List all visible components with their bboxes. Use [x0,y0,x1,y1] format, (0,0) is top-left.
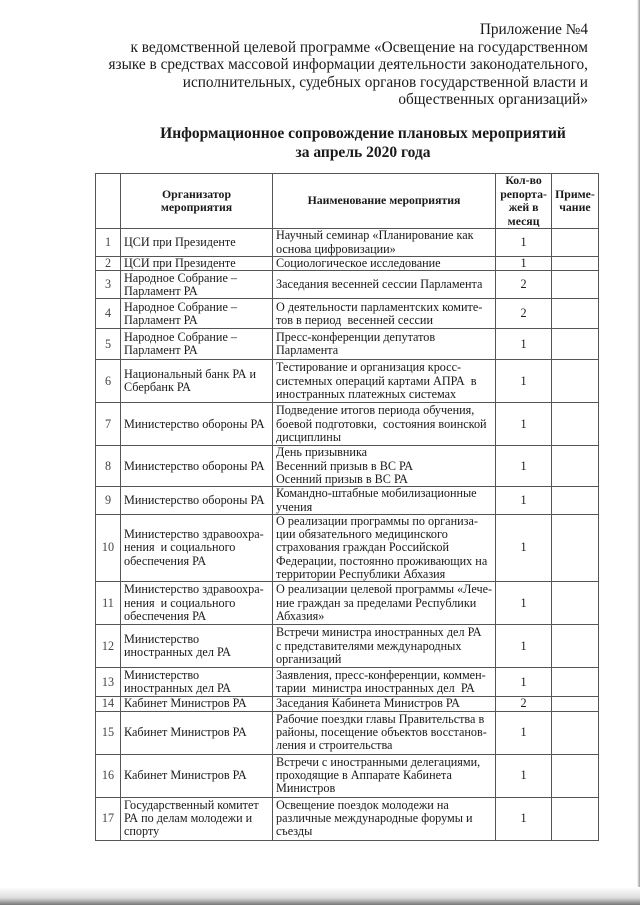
table-row [96,446,599,487]
event-cell: Заседания весенней сессии Парламента [273,271,496,299]
row-number: 1 [96,229,121,257]
organizer-cell: Кабинет Министров РА [121,711,273,754]
count-cell: 1 [496,514,552,581]
event-cell: О реализации целевой программы «Лече- ние граждан за пределами Республики Абхазия» [273,582,496,625]
note-cell [552,711,599,754]
organizer-cell: Кабинет Министров РА [121,697,273,711]
table-row [96,229,599,257]
note-cell [552,754,599,797]
table-row [96,625,599,668]
note-cell [552,257,599,271]
table-row [96,754,599,797]
event-cell: Пресс-конференции депутатов Парламента [273,329,496,360]
count-cell: 1 [496,329,552,360]
count-cell: 1 [496,711,552,754]
organizer-cell: ЦСИ при Президенте [121,229,273,257]
organizer-cell: Министерство здравоохра- нения и социального обеспечения РА [121,582,273,625]
organizer-cell: Национальный банк РА и Сбербанк РА [121,360,273,403]
row-number: 12 [96,625,121,668]
table-row [96,299,599,329]
count-cell: 2 [496,271,552,299]
table-row [96,257,599,271]
event-cell: Социологическое исследование [273,257,496,271]
row-number: 2 [96,257,121,271]
document-title: Информационное сопровождение плановых мероприятий за апрель 2020 года [160,125,566,161]
event-cell: Встречи министра иностранных дел РА с представителями международных организаций [273,625,496,668]
event-cell: Освещение поездок молодежи на различные международные форумы и съезды [273,797,496,840]
header-col-count: Кол-во репорта- жей в месяц [496,174,552,229]
count-cell: 2 [496,299,552,329]
table-row [96,514,599,581]
note-cell [552,299,599,329]
note-cell [552,625,599,668]
row-number: 6 [96,360,121,403]
table-header-row [96,174,599,229]
organizer-cell: Министерство здравоохра- нения и социального обеспечения РА [121,514,273,581]
count-cell: 1 [496,754,552,797]
count-cell: 1 [496,797,552,840]
note-cell [552,229,599,257]
count-cell: 1 [496,582,552,625]
event-cell: Командно-штабные мобилизационные учения [273,487,496,515]
program-reference: к ведомственной целевой программе «Освещение на государственном языке в средствах массовой информации деятельности законодательного, исполнительных, судебных органов государственной власти и общественных организаций» [108,38,588,109]
count-cell: 1 [496,257,552,271]
note-cell [552,271,599,299]
row-number: 10 [96,514,121,581]
appendix-number: Приложение №4 [479,21,588,38]
event-cell: Рабочие поездки главы Правительства в районы, посещение объектов восстанов- ления и строительства [273,711,496,754]
count-cell: 1 [496,360,552,403]
event-cell: Заявления, пресс-конференции, коммен- тарии министра иностранных дел РА [273,668,496,697]
row-number: 7 [96,403,121,446]
table-row [96,668,599,697]
row-number: 3 [96,271,121,299]
event-cell: Заседания Кабинета Министров РА [273,697,496,711]
appendix-header [68,21,588,109]
table-row [96,329,599,360]
note-cell [552,360,599,403]
organizer-cell: Народное Собрание – Парламент РА [121,271,273,299]
organizer-cell: Министерство обороны РА [121,487,273,515]
count-cell: 1 [496,625,552,668]
note-cell [552,668,599,697]
header-col-event: Наименование мероприятия [273,174,496,229]
table-row [96,697,599,711]
event-cell: День призывника Весенний призыв в ВС РА Осенний призыв в ВС РА [273,446,496,487]
note-cell [552,797,599,840]
event-cell: Научный семинар «Планирование как основа цифровизации» [273,229,496,257]
organizer-cell: Министерство обороны РА [121,446,273,487]
count-cell: 1 [496,446,552,487]
event-cell: О деятельности парламентских комите- тов в период весенней сессии [273,299,496,329]
note-cell [552,446,599,487]
row-number: 11 [96,582,121,625]
count-cell: 1 [496,403,552,446]
count-cell: 2 [496,697,552,711]
table-row [96,711,599,754]
note-cell [552,403,599,446]
table-row [96,403,599,446]
row-number: 13 [96,668,121,697]
organizer-cell: Государственный комитет РА по делам молодежи и спорту [121,797,273,840]
count-cell: 1 [496,668,552,697]
row-number: 9 [96,487,121,515]
count-cell: 1 [496,229,552,257]
row-number: 8 [96,446,121,487]
row-number: 5 [96,329,121,360]
header-col-number [96,174,121,229]
table-row [96,797,599,840]
note-cell [552,487,599,515]
event-cell: Тестирование и организация кросс- системных операций картами АПРА в иностранных платежных системах [273,360,496,403]
organizer-cell: Народное Собрание – Парламент РА [121,299,273,329]
note-cell [552,582,599,625]
organizer-cell: ЦСИ при Президенте [121,257,273,271]
table-row [96,271,599,299]
row-number: 4 [96,299,121,329]
table-row [96,487,599,515]
row-number: 15 [96,711,121,754]
events-table [95,173,599,841]
table-row [96,582,599,625]
event-cell: Подведение итогов периода обучения, боевой подготовки, состояния воинской дисциплины [273,403,496,446]
row-number: 17 [96,797,121,840]
organizer-cell: Кабинет Министров РА [121,754,273,797]
scan-bottom-shadow [0,887,640,905]
event-cell: О реализации программы по организа- ции обязательного медицинского страхования граждан Российской Федерации, постоянно проживающих на территории Республики Абхазия [273,514,496,581]
note-cell [552,697,599,711]
note-cell [552,514,599,581]
count-cell: 1 [496,487,552,515]
organizer-cell: Народное Собрание – Парламент РА [121,329,273,360]
organizer-cell: Министерство иностранных дел РА [121,625,273,668]
event-cell: Встречи с иностранными делегациями, проходящие в Аппарате Кабинета Министров [273,754,496,797]
table-row [96,360,599,403]
note-cell [552,329,599,360]
organizer-cell: Министерство иностранных дел РА [121,668,273,697]
row-number: 16 [96,754,121,797]
row-number: 14 [96,697,121,711]
header-col-organizer: Организатор мероприятия [121,174,273,229]
organizer-cell: Министерство обороны РА [121,403,273,446]
header-col-note: Приме- чание [552,174,599,229]
